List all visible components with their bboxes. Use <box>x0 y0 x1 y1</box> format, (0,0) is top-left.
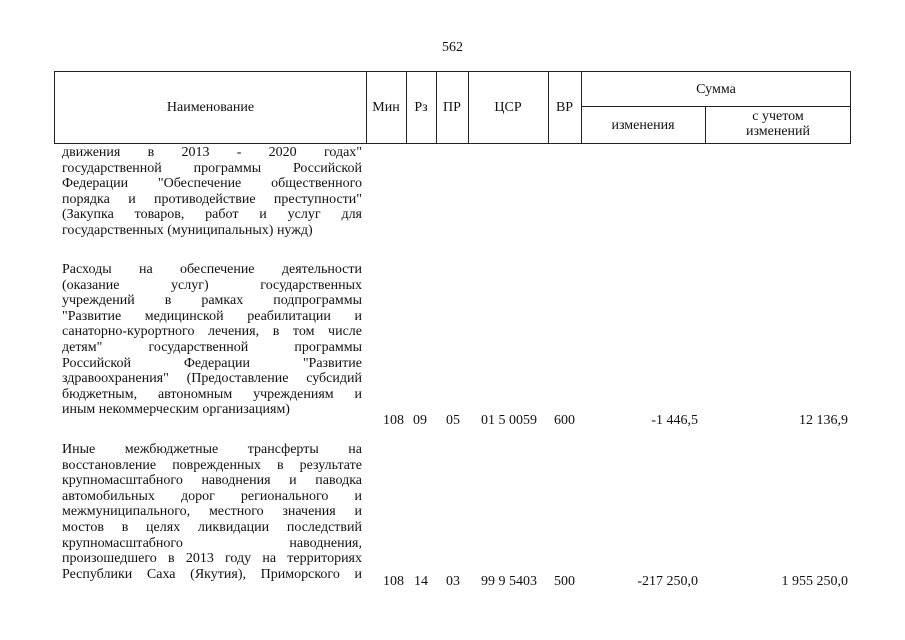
header-min: Мин <box>372 100 400 115</box>
cell-vr: 600 <box>554 413 575 428</box>
description-line: восстановление поврежденных в результате <box>62 457 362 473</box>
header-pr: ПР <box>443 100 461 115</box>
description-line: Иные межбюджетные трансферты на <box>62 442 362 457</box>
description-line: крупномасштабного наводнения и паводка <box>62 473 362 489</box>
description-line: здравоохранения" (Предоставление субсидий <box>62 371 362 387</box>
header-s-uchetom-line2: изменений <box>745 124 811 139</box>
row-description <box>62 442 362 582</box>
table-header <box>54 71 851 144</box>
description-line: государственной программы Российской <box>62 160 362 176</box>
description-line: Федерации "Обеспечение общественного <box>62 176 362 192</box>
header-divider <box>581 106 851 107</box>
page-number: 562 <box>442 40 463 55</box>
description-line: "Развитие медицинской реабилитации и <box>62 308 362 324</box>
cell-rz: 14 <box>414 574 428 589</box>
description-line: порядка и противодействие преступности" <box>62 191 362 207</box>
header-csr: ЦСР <box>494 100 522 115</box>
description-line: Расходы на обеспечение деятельности <box>62 262 362 277</box>
cell-pr: 03 <box>446 574 460 589</box>
description-line: мостов в целях ликвидации последствий <box>62 519 362 535</box>
cell-vr: 500 <box>554 574 575 589</box>
cell-izmeneniya: -217 250,0 <box>637 574 698 589</box>
description-line: учреждений в рамках подпрограммы <box>62 293 362 309</box>
cell-rz: 09 <box>413 413 427 428</box>
description-line: иным некоммерческим организациям) <box>62 402 290 418</box>
description-line: движения в 2013 - 2020 годах" <box>62 145 362 160</box>
row-description <box>62 262 362 418</box>
header-s-uchetom-line1: с учетом <box>752 109 804 124</box>
description-line: крупномасштабного наводнения, <box>62 535 362 551</box>
cell-s-uchetom: 12 136,9 <box>799 413 848 428</box>
header-name: Наименование <box>166 100 255 115</box>
cell-s-uchetom: 1 955 250,0 <box>781 574 848 589</box>
description-line: санаторно-курортного лечения, в том числе <box>62 324 362 340</box>
description-line: автомобильных дорог регионального и <box>62 488 362 504</box>
cell-min: 108 <box>383 413 404 428</box>
description-line: (Закупка товаров, работ и услуг для <box>62 207 362 223</box>
header-vr: ВР <box>555 100 574 115</box>
header-izmeneniya: изменения <box>611 118 675 133</box>
description-line: межмуниципального, местного значения и <box>62 504 362 520</box>
description-line: бюджетным, автономным учреждениям и <box>62 386 362 402</box>
cell-csr: 99 9 5403 <box>481 574 537 589</box>
cell-csr: 01 5 0059 <box>481 413 537 428</box>
row-description <box>62 145 362 239</box>
description-line: Республики Саха (Якутия), Приморского и <box>62 566 362 582</box>
description-line: (оказание услуг) государственных <box>62 277 362 293</box>
header-rz: Рз <box>414 100 428 115</box>
header-s-uchetom <box>705 109 851 139</box>
header-summa: Сумма <box>696 82 736 97</box>
description-line: Российской Федерации "Развитие <box>62 355 362 371</box>
description-line: государственных (муниципальных) нужд) <box>62 222 313 238</box>
description-line: детям" государственной программы <box>62 339 362 355</box>
description-line: произошедшего в 2013 году на территориях <box>62 551 362 567</box>
cell-izmeneniya: -1 446,5 <box>651 413 698 428</box>
cell-min: 108 <box>383 574 404 589</box>
cell-pr: 05 <box>446 413 460 428</box>
